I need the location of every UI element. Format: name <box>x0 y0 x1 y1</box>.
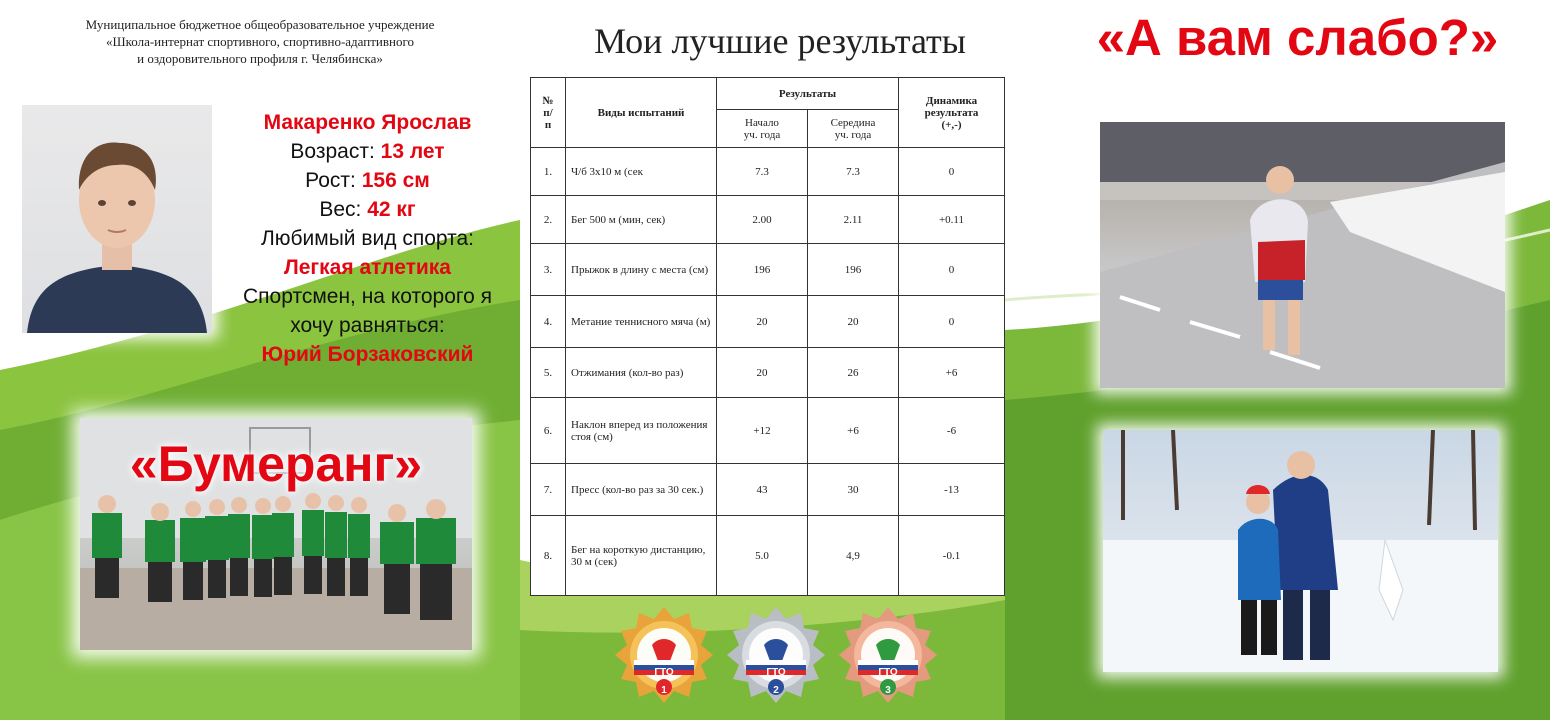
row-start: 196 <box>717 244 808 296</box>
row-start: 2.00 <box>717 196 808 244</box>
student-portrait <box>22 105 212 333</box>
row-start: 5.0 <box>717 516 808 596</box>
team-title: «Бумеранг» <box>129 436 423 492</box>
header-dynamics <box>899 78 1005 148</box>
header-results: Результаты <box>717 78 899 110</box>
ski-photo <box>1103 430 1498 672</box>
age-row <box>215 137 520 166</box>
table-row <box>531 398 1005 464</box>
idol-label-line-1: Спортсмен, на которого я <box>243 285 492 308</box>
row-dyn: +0.11 <box>899 196 1005 244</box>
header-dyn-line-2: результата <box>924 106 979 119</box>
row-num: 5. <box>531 348 566 398</box>
table-row <box>531 196 1005 244</box>
runner-photo <box>1100 122 1505 388</box>
gto-medal-silver <box>724 605 829 710</box>
school-line-1: Муниципальное бюджетное общеобразовательное учреждение <box>85 17 435 32</box>
table-header-row <box>531 78 1005 110</box>
sport-value: Легкая атлетика <box>284 256 451 279</box>
row-start: 7.3 <box>717 148 808 196</box>
results-table-wrap <box>530 77 1005 596</box>
header-start-line-1: Начало <box>745 116 779 129</box>
row-dyn: -13 <box>899 464 1005 516</box>
student-profile <box>215 108 520 369</box>
header-num-line-1: № <box>542 94 554 107</box>
table-row <box>531 516 1005 596</box>
age-value: 13 лет <box>380 140 445 163</box>
results-title: Мои лучшие результаты <box>594 21 966 61</box>
row-num: 8. <box>531 516 566 596</box>
gto-medals <box>612 605 942 715</box>
row-test: Прыжок в длину с места (см) <box>566 244 717 296</box>
header-num-line-2: п/ <box>543 106 553 119</box>
table-row <box>531 348 1005 398</box>
row-mid: +6 <box>808 398 899 464</box>
table-row <box>531 464 1005 516</box>
row-start: 20 <box>717 348 808 398</box>
row-start: 43 <box>717 464 808 516</box>
student-name: Макаренко Ярослав <box>263 111 472 134</box>
row-mid: 196 <box>808 244 899 296</box>
school-header <box>0 16 520 67</box>
row-dyn: 0 <box>899 148 1005 196</box>
row-start: 20 <box>717 296 808 348</box>
row-num: 6. <box>531 398 566 464</box>
row-num: 7. <box>531 464 566 516</box>
row-test: Ч/б 3х10 м (сек <box>566 148 717 196</box>
medal-gold-number: 1 <box>661 685 667 696</box>
row-mid: 2.11 <box>808 196 899 244</box>
table-row <box>531 148 1005 196</box>
row-test: Пресс (кол-во раз за 30 сек.) <box>566 464 717 516</box>
school-line-3: и оздоровительного профиля г. Челябинска» <box>137 51 383 66</box>
team-photo <box>80 418 472 650</box>
weight-label: Вес: <box>319 198 368 221</box>
row-test: Наклон вперед из положения стоя (см) <box>566 398 717 464</box>
row-dyn: +6 <box>899 348 1005 398</box>
row-mid: 7.3 <box>808 148 899 196</box>
sport-label: Любимый вид спорта: <box>260 227 475 250</box>
gto-medal-gold <box>612 605 717 710</box>
height-value: 156 см <box>361 169 430 192</box>
portrait-illustration <box>22 105 212 333</box>
gto-medal-bronze <box>836 605 941 710</box>
row-mid: 26 <box>808 348 899 398</box>
header-mid <box>808 110 899 148</box>
row-start: +12 <box>717 398 808 464</box>
weight-row <box>215 195 520 224</box>
row-num: 4. <box>531 296 566 348</box>
idol-value: Юрий Борзаковский <box>261 343 474 366</box>
age-label: Возраст: <box>290 140 381 163</box>
header-mid-line-1: Середина <box>830 116 876 129</box>
header-num <box>531 78 566 148</box>
row-mid: 30 <box>808 464 899 516</box>
header-test: Виды испытаний <box>566 78 717 148</box>
row-dyn: 0 <box>899 296 1005 348</box>
medal-bronze-number: 3 <box>885 685 891 696</box>
medal-silver-number: 2 <box>773 685 779 696</box>
table-row <box>531 244 1005 296</box>
row-mid: 20 <box>808 296 899 348</box>
header-dyn-line-1: Динамика <box>925 94 978 107</box>
height-label: Рост: <box>305 169 362 192</box>
row-test: Бег на короткую дистанцию, 30 м (сек) <box>566 516 717 596</box>
school-line-2: «Школа-интернат спортивного, спортивно-адаптивного <box>106 34 414 49</box>
row-num: 3. <box>531 244 566 296</box>
weight-value: 42 кг <box>367 198 416 221</box>
header-num-line-3: п <box>544 118 552 131</box>
row-dyn: -6 <box>899 398 1005 464</box>
row-test: Метание теннисного мяча (м) <box>566 296 717 348</box>
row-test: Бег 500 м (мин, сек) <box>566 196 717 244</box>
row-num: 1. <box>531 148 566 196</box>
medal-gold-label: ГТО <box>654 667 674 678</box>
height-row <box>215 166 520 195</box>
table-row <box>531 296 1005 348</box>
ski-illustration <box>1103 430 1498 672</box>
row-mid: 4,9 <box>808 516 899 596</box>
row-dyn: -0.1 <box>899 516 1005 596</box>
header-mid-line-2: уч. года <box>834 128 872 141</box>
header-dyn-line-3: (+,-) <box>941 118 962 131</box>
row-test: Отжимания (кол-во раз) <box>566 348 717 398</box>
medal-bronze-label: ГТО <box>878 667 898 678</box>
row-num: 2. <box>531 196 566 244</box>
results-table <box>530 77 1005 596</box>
slogan-title: «А вам слабо?» <box>1096 9 1499 66</box>
idol-label-line-2: хочу равняться: <box>290 314 445 337</box>
header-start-line-2: уч. года <box>743 128 781 141</box>
header-start <box>717 110 808 148</box>
row-dyn: 0 <box>899 244 1005 296</box>
runner-illustration <box>1100 122 1505 388</box>
medal-silver-label: ГТО <box>766 667 786 678</box>
